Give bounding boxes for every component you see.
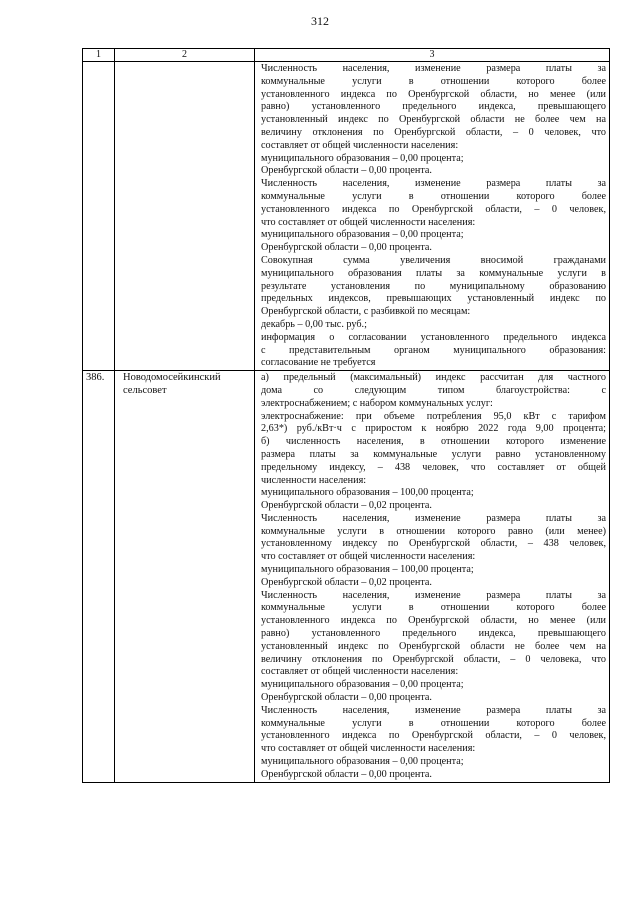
text-line: установленного индекса по Оренбургской области, – 0 человек, xyxy=(261,203,606,215)
description-cell xyxy=(255,371,610,783)
text-line: результате установления по муниципальному образованию xyxy=(261,280,606,292)
text-line: муниципального образования – 0,00 процента; xyxy=(261,229,464,241)
text-line: величину отклонения по Оренбургской области, – 0 человек, что xyxy=(261,126,606,138)
text-line: коммунальные услуги в отношении которого более xyxy=(261,75,606,87)
document-table xyxy=(82,48,610,783)
text-line: Оренбургской области – 0,02 процента. xyxy=(261,500,432,512)
table-row xyxy=(83,62,610,371)
text-line: Оренбургской области – 0,00 процента. xyxy=(261,165,432,177)
text-line: Оренбургской области – 0,00 процента. xyxy=(261,242,432,254)
table-header-row xyxy=(83,49,610,62)
text-line: 2,63*) руб./кВт·ч с приростом к ноябрю 2022 года 9,00 процента; xyxy=(261,423,606,435)
row-number-cell: 386. xyxy=(83,371,115,783)
text-line: муниципального образования – 0,00 процента; xyxy=(261,152,464,164)
text-line: установленного индекса по Оренбургской области, но менее (или xyxy=(261,88,606,100)
text-line: дома со следующим типом благоустройства: с xyxy=(261,384,606,396)
text-line: коммунальные услуги в отношении которого равно (или менее) xyxy=(261,525,606,537)
text-line: электроснабжение: при объеме потребления 95,0 кВт с тарифом xyxy=(261,410,606,422)
text-line: предельных индексов, превышающих установленный индекс по xyxy=(261,293,606,305)
text-line: Оренбургской области – 0,02 процента. xyxy=(261,576,432,588)
text-line: установленный индекс по Оренбургской области не более чем на xyxy=(261,640,606,652)
page-number: 312 xyxy=(311,14,329,28)
text-line: муниципального образования – 0,00 процента; xyxy=(261,679,464,691)
text-line: что составляет от общей численности населения: xyxy=(261,551,476,563)
text-line: муниципального образования – 100,00 процента; xyxy=(261,487,474,499)
header-cell-2: 2 xyxy=(115,49,255,62)
text-line: муниципального образования платы за коммунальные услуги в xyxy=(261,267,606,279)
text-line: что составляет от общей численности населения: xyxy=(261,216,476,228)
text-line: Численность населения, изменение размера платы за xyxy=(261,704,606,716)
text-line: декабрь – 0,00 тыс. руб.; xyxy=(261,318,367,330)
text-line: численности населения: xyxy=(261,474,367,486)
header-cell-1: 1 xyxy=(83,49,115,62)
text-line: составляет от общей численности населения: xyxy=(261,666,459,678)
text-line: что составляет от общей численности населения: xyxy=(261,743,476,755)
text-line: предельному индексу, – 438 человек, что составляет от общей xyxy=(261,461,606,473)
text-line: муниципального образования – 100,00 процента; xyxy=(261,564,474,576)
text-line: согласование не требуется xyxy=(261,357,376,369)
text-line: муниципального образования – 0,00 процента; xyxy=(261,756,464,768)
text-line: Оренбургской области, с разбивкой по месяцам: xyxy=(261,306,471,318)
text-line: равно) установленного предельного индекса, превышающего xyxy=(261,628,606,640)
text-line: установленного индекса по Оренбургской области, – 0 человек, xyxy=(261,730,606,742)
text-line: коммунальные услуги в отношении которого более xyxy=(261,717,606,729)
text-line: коммунальные услуги в отношении которого более xyxy=(261,602,606,614)
text-line: Численность населения, изменение размера платы за xyxy=(261,512,606,524)
text-line: коммунальные услуги в отношении которого более xyxy=(261,190,606,202)
header-cell-3: 3 xyxy=(255,49,610,62)
text-line: с представительным органом муниципального образования: xyxy=(261,344,606,356)
text-line: Совокупная сумма увеличения вносимой гражданами xyxy=(261,254,606,266)
text-line: составляет от общей численности населения: xyxy=(261,139,459,151)
text-line: Численность населения, изменение размера платы за xyxy=(261,178,606,190)
municipality-name-cell: Новодомосейкинский сельсовет xyxy=(115,371,255,783)
text-line: б) численность населения, в отношении которого изменение xyxy=(261,436,606,448)
text-line: Оренбургской области – 0,00 процента. xyxy=(261,692,432,704)
text-line: установленный индекс по Оренбургской области не более чем на xyxy=(261,114,606,126)
row-number-cell xyxy=(83,62,115,371)
text-line: величину отклонения по Оренбургской области, – 0 человека, что xyxy=(261,653,606,665)
text-line: размера платы за коммунальные услуги равно установленному xyxy=(261,448,606,460)
text-line: а) предельный (максимальный) индекс рассчитан для частного xyxy=(261,372,606,384)
text-line: Численность населения, изменение размера платы за xyxy=(261,589,606,601)
text-line: установленного индекса по Оренбургской области, но менее (или xyxy=(261,615,606,627)
text-line: Численность населения, изменение размера платы за xyxy=(261,63,606,74)
text-line: равно) установленного предельного индекса, превышающего xyxy=(261,101,606,113)
municipality-name-cell xyxy=(115,62,255,371)
text-line: информация о согласовании установленного предельного индекса xyxy=(261,331,606,343)
table-row xyxy=(83,371,610,783)
description-cell xyxy=(255,62,610,371)
text-line: Оренбургской области – 0,00 процента. xyxy=(261,768,432,780)
text-line: установленному индексу по Оренбургской области, – 438 человек, xyxy=(261,538,606,550)
text-line: электроснабжением; с набором коммунальных услуг: xyxy=(261,397,493,409)
